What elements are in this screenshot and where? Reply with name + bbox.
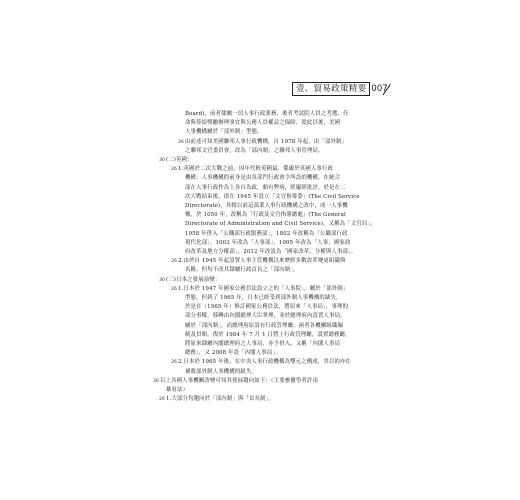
text-line-content: Directorate of Administration and Civil Service)，又稱為「文官局」。 <box>185 221 376 228</box>
text-line <box>160 368 370 377</box>
text-line <box>160 239 370 248</box>
text-line <box>160 156 370 165</box>
text-line <box>160 358 370 367</box>
text-line-content: 名稱，但均不改其隸屬行政首長之「部內制」。 <box>185 267 299 274</box>
text-line-content: 人事機構屬於「部外制」型態。 <box>185 129 263 136</box>
text-line-content: 機構：人事機構的前身是由各部門行政會令所設的機構，在統合 <box>185 175 341 182</box>
text-line-content: 構，於 1050 年，改稱為「行政及文官指導總處」(The General <box>185 212 346 219</box>
text-line-content: (二)英國： <box>166 157 193 164</box>
text-line <box>160 257 370 266</box>
text-line-content: Board)，前者隸屬一切人事行政業務，後者考試院人員之考選、任 <box>185 111 349 117</box>
text-line <box>160 331 370 340</box>
text-line-content: 1.大部分均趨向於「部內制」與「首長制」。 <box>166 396 275 403</box>
text-line-content: 2.日本於 1965 年後，在中央人事行政機構為雙元之構成，其目的亦在 <box>178 359 352 366</box>
text-line <box>160 128 370 137</box>
text-line <box>160 248 370 257</box>
text-line-content: 之聯邦文官委員會，改為「部內制」之聯邦人事管理局。 <box>185 147 324 154</box>
text-line-content: 屬於「部內制」，而總理府原設有行政管理廳，兩者各機關組織編 <box>185 322 343 329</box>
text-line-content: 以上各國人事機關改變可知其發展趨向如下：（主要參據學者許南 <box>160 377 318 384</box>
text-line-content: 部在人事行政作為上各自為政，頗有弊病，經屢經批評，於是在二 <box>185 184 346 191</box>
header-slash-mark <box>388 83 398 95</box>
text-line <box>160 138 370 147</box>
text-line-content: 次大戰結束後，即在 1945 年設立「文官指導委」(The Civil Service <box>185 193 360 200</box>
text-line-content: 將原來隸屬內閣總理府之人事局，亦予併入，又稱「內閣人事局 <box>185 341 341 348</box>
text-line-content: 現代化部」，1003 年改為「人事部」，1005 年改為「人事、國家政 <box>185 239 351 246</box>
text-line <box>160 266 370 275</box>
text-line <box>160 312 370 321</box>
text-line-content: 府改革及地方分權部」，2012 年改設為「國家改革、分權與人事部」。 <box>185 249 357 256</box>
margin-marker: 26 <box>178 139 184 145</box>
body-text-column <box>153 110 376 405</box>
text-line-content: 部分事權，移轉由內閣總理大臣掌理，並於總理府內設置人事局， <box>185 313 346 320</box>
text-line-content: 2.由於自 1945 年起設置人事主管機構以來歷經多數改革變更組織與 <box>178 258 346 265</box>
text-line-content: 雄看法） <box>166 387 189 394</box>
text-line <box>160 147 370 156</box>
text-line <box>160 395 370 404</box>
margin-marker: 30 <box>153 378 159 384</box>
text-line <box>160 184 370 193</box>
text-line-content: 制及員額，復於 1984 年 7 月 1 日將上行政管理廳，設置總務廳， <box>185 331 351 338</box>
text-line <box>160 276 370 285</box>
text-line <box>160 340 370 349</box>
text-line <box>160 193 370 202</box>
text-line <box>160 110 370 119</box>
text-line <box>160 322 370 331</box>
text-line <box>160 303 370 312</box>
text-line <box>160 119 370 128</box>
margin-marker: 26 <box>171 286 177 292</box>
margin-marker: 30 <box>159 158 165 164</box>
text-line-content: Directorate)，其轄以前這部業人事行政機構之改中，成一人事機 <box>185 203 348 210</box>
page-number: 007 <box>371 84 388 94</box>
text-line-content: (三)日本之發展演變： <box>166 276 221 283</box>
text-line <box>160 386 370 395</box>
text-line-content: 1958 年併入「公職部行政服務部」，1802 年改稱為「公職部行政 <box>185 230 348 237</box>
text-line <box>160 165 370 174</box>
text-line <box>160 349 370 358</box>
text-line-content: 命與俸給獎勵辦理事宜與公務人員權益之保障，從此以後，美國 <box>185 120 341 127</box>
margin-marker: 26 <box>159 397 165 403</box>
text-line-content: 型態，但到了 1965 年，日本已經受到部外制人事機構的缺失， <box>185 295 342 302</box>
text-line-content: 總務」，又 2008 年設「內閣人事局」。 <box>185 350 281 357</box>
text-line <box>153 377 370 386</box>
margin-marker: 30 <box>159 277 165 283</box>
text-line-content: 1.日本於 1947 年國家公務員法設立之的「人事院」，屬於「部外制」 <box>178 285 349 292</box>
text-line-content: 由前述可知美國聯邦人事行政機構，自 1978 年起，由「部外制」 <box>185 138 348 145</box>
text-line-content: 補救部外制人事機構的缺失。 <box>185 368 258 375</box>
running-header <box>292 82 398 96</box>
text-line-content: 1.英國於二次大戰之前，因年代較英國最，係確於英國人事行政 <box>178 166 334 173</box>
chapter-heading-box: 壹、貿易政策精要 <box>292 82 370 96</box>
text-line <box>160 220 376 229</box>
text-line-content: 於是在（1965 年）修訂國家公務員法，將原來「人事局」，事理的 <box>185 304 349 311</box>
text-line <box>160 211 370 220</box>
text-line <box>160 294 370 303</box>
margin-marker: 26 <box>171 167 177 173</box>
text-line <box>160 202 370 211</box>
margin-marker: 26 <box>171 360 177 366</box>
text-line <box>160 285 370 294</box>
text-line <box>160 174 370 183</box>
text-line <box>160 230 370 239</box>
margin-marker: 26 <box>171 259 177 265</box>
